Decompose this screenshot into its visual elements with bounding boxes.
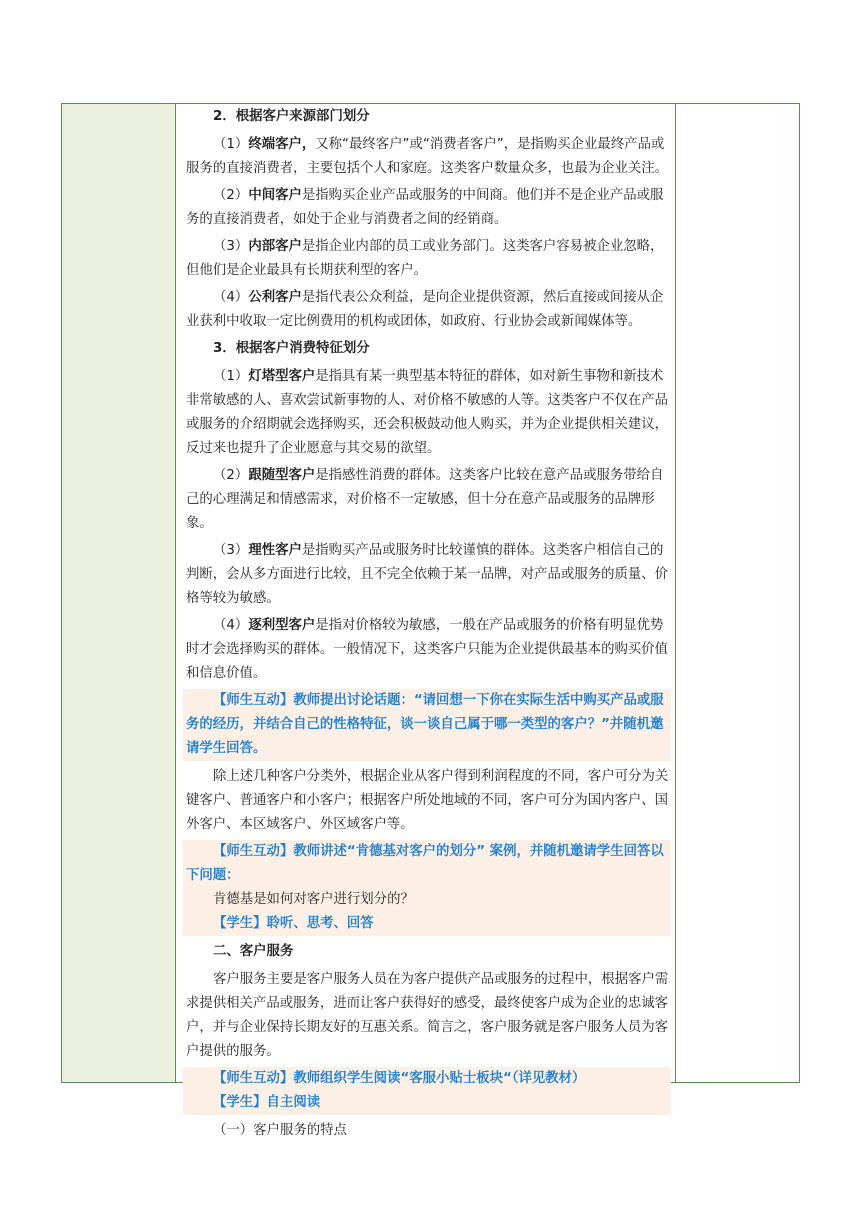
- section3-item-4: （4）逐利型客户是指对价格较为敏感，一般在产品或服务的价格有明显优势时才会选择购买的群体。一般情况下，这类客户只能为企业提供最基本的购买价值和信息价值。: [186, 618, 669, 681]
- section2-heading: 2．根据客户来源部门划分: [213, 109, 370, 124]
- section2-item-4: （4）公利客户是指代表公众利益，是向企业提供资源，然后直接或间接从企业获利中收取一定比例费用的机构或团体，如政府、行业协会或新闻媒体等。: [186, 290, 664, 329]
- section3-item-3: （3）理性客户是指购买产品或服务时比较谨慎的群体。这类客户相信自己的判断，会从多方面进行比较，且不完全依赖于某一品牌，对产品或服务的质量、价格等较为敏感。: [186, 543, 669, 606]
- interaction-discussion-text: 【师生互动】教师提出讨论话题：“请回想一下你在实际生活中购买产品或服务的经历，并结合自己的性格特征，谈一谈自己属于哪一类型的客户？”并随机邀请学生回答。: [186, 693, 664, 756]
- other-classification-paragraph: 除上述几种客户分类外，根据企业从客户得到利润程度的不同，客户可分为关键客户、普通客户和小客户；根据客户所处地域的不同，客户可分为国内客户、国外客户、本区域客户、外区域客户等。: [186, 769, 669, 832]
- interaction-kfc-case: [183, 840, 671, 936]
- section2-item-3: （3）内部客户是指企业内部的员工或业务部门。这类客户容易被企业忽略，但他们是企业最具有长期获利型的客户。: [186, 239, 664, 278]
- interaction-kfc-teacher: 【师生互动】教师讲述“肯德基对客户的划分” 案例，并随机邀请学生回答以下问题：: [186, 844, 664, 883]
- interaction-discussion: [183, 689, 671, 761]
- section3-item-2: （2）跟随型客户是指感性消费的群体。这类客户比较在意产品或服务带给自己的心理满足和情感需求，对价格不一定敏感，但十分在意产品或服务的品牌形象。: [186, 468, 664, 531]
- section3-item-1: （1）灯塔型客户是指具有某一典型基本特征的群体，如对新生事物和新技术非常敏感的人、喜欢尝试新事物的人、对价格不敏感的人等。这类客户不仅在产品或服务的介绍期就会选择购买，还会积极鼓动他人购买，并为企业提供相关建议，反过来也提升了企业愿意与其交易的欲望。: [186, 369, 669, 456]
- content-column: [176, 104, 677, 1138]
- lesson-table: [61, 103, 800, 1138]
- interaction-reading-teacher: 【师生互动】教师组织学生阅读“客服小贴士板块“（详见教材）: [213, 1071, 586, 1086]
- interaction-kfc-student: 【学生】聆听、思考、回答: [213, 916, 374, 931]
- right-column: [675, 104, 799, 1082]
- customer-service-paragraph: 客户服务主要是客户服务人员在为客户提供产品或服务的过程中，根据客户需求提供相关产品或服务，进而让客户获得好的感受，最终使客户成为企业的忠诚客户，并与企业保持长期友好的互惠关系。简言之，客户服务就是客户服务人员为客户提供的服务。: [186, 972, 669, 1059]
- left-column: [62, 104, 176, 1082]
- interaction-reading-student: 【学生】自主阅读: [213, 1095, 321, 1110]
- interaction-reading: [183, 1067, 671, 1115]
- customer-service-heading: 二、客户服务: [213, 944, 294, 959]
- section2-item-2: （2）中间客户是指购买企业产品或服务的中间商。他们并不是企业产品或服务的直接消费者，如处于企业与消费者之间的经销商。: [186, 188, 664, 227]
- service-features-subheading: （一）客户服务的特点: [213, 1123, 347, 1138]
- section3-heading: 3．根据客户消费特征划分: [213, 341, 370, 356]
- section2-item-1: （1）终端客户，又称“最终客户”或“消费者客户”，是指购买企业最终产品或服务的直接消费者，主要包括个人和家庭。这类客户数量众多，也最为企业关注。: [186, 137, 669, 176]
- interaction-kfc-question: 肯德基是如何对客户进行划分的？: [213, 892, 414, 907]
